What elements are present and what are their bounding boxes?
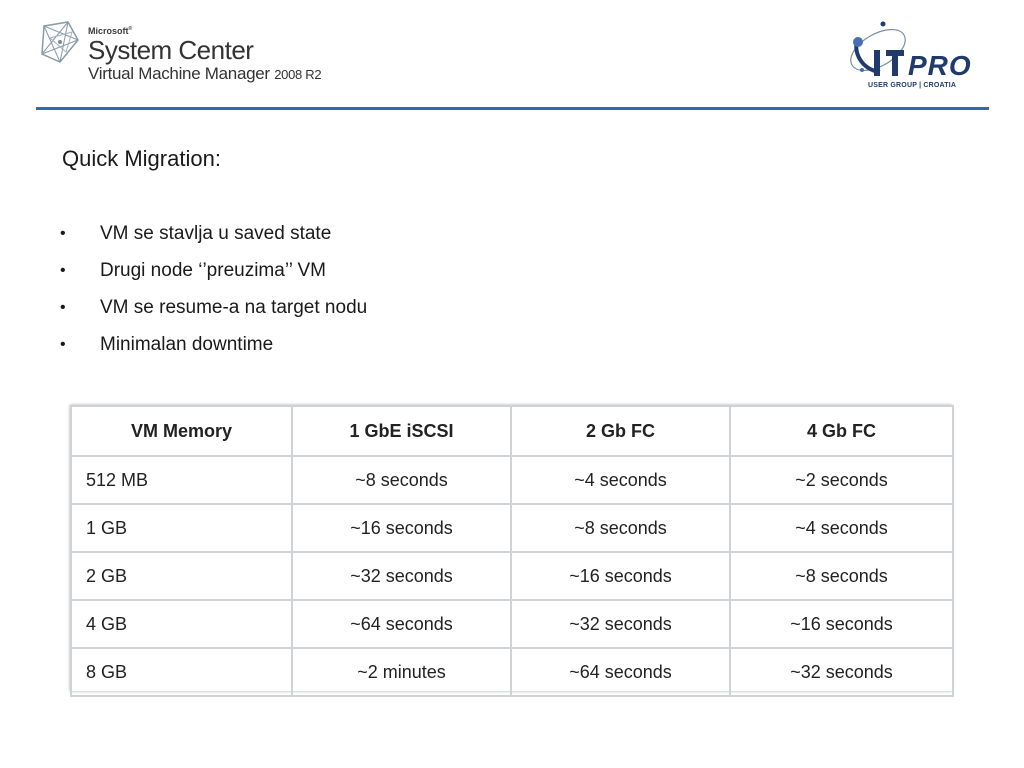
bullet-item: • Minimalan downtime <box>58 326 367 363</box>
logo-version: 2008 R2 <box>274 67 322 82</box>
table-cell: ~2 minutes <box>292 648 511 696</box>
table-cell: 2 GB <box>71 552 292 600</box>
table-cell: ~64 seconds <box>511 648 730 696</box>
table-row <box>71 648 953 696</box>
table-cell: ~16 seconds <box>511 552 730 600</box>
bullet-icon: • <box>60 225 66 242</box>
table-cell: ~8 seconds <box>292 456 511 504</box>
table-cell: ~16 seconds <box>730 600 953 648</box>
table-cell: ~4 seconds <box>511 456 730 504</box>
table-cell: ~32 seconds <box>511 600 730 648</box>
table-cell: ~32 seconds <box>730 648 953 696</box>
table-cell: ~32 seconds <box>292 552 511 600</box>
table-cell: ~16 seconds <box>292 504 511 552</box>
table-cell: ~2 seconds <box>730 456 953 504</box>
bullet-item: • Drugi node ‘’preuzima’’ VM <box>58 252 367 289</box>
table-cell: ~4 seconds <box>730 504 953 552</box>
table-cell: ~64 seconds <box>292 600 511 648</box>
bullet-icon: • <box>60 336 66 353</box>
header-divider <box>36 107 989 110</box>
table-row <box>71 504 953 552</box>
migration-table-container <box>70 405 952 691</box>
logo-title: System Center <box>88 35 254 65</box>
column-header: 4 Gb FC <box>730 406 953 456</box>
table-cell: 1 GB <box>71 504 292 552</box>
logo-subtitle: Virtual Machine Manager 2008 R2 <box>88 64 322 83</box>
slide-title: Quick Migration: <box>62 146 221 171</box>
table-row <box>71 456 953 504</box>
table-cell: ~8 seconds <box>511 504 730 552</box>
bullet-item: • VM se stavlja u saved state <box>58 215 367 252</box>
migration-time-table <box>70 405 954 697</box>
system-center-logo-icon <box>38 18 84 70</box>
svg-text:PRO: PRO <box>908 50 972 81</box>
slide-header <box>0 0 1024 110</box>
table-cell: ~8 seconds <box>730 552 953 600</box>
partner-caption: USER GROUP | CROATIA <box>868 82 957 89</box>
logo-microsoft: Microsoft® <box>88 26 133 36</box>
bullet-icon: • <box>60 262 66 279</box>
bullet-item: • VM se resume-a na target nodu <box>58 289 367 326</box>
column-header: 2 Gb FC <box>511 406 730 456</box>
table-row <box>71 600 953 648</box>
bullet-list <box>58 215 367 363</box>
system-center-wordmark <box>88 24 321 85</box>
column-header: 1 GbE iSCSI <box>292 406 511 456</box>
column-header: VM Memory <box>71 406 292 456</box>
bullet-icon: • <box>60 299 66 316</box>
table-cell: 4 GB <box>71 600 292 648</box>
table-cell: 512 MB <box>71 456 292 504</box>
table-cell: 8 GB <box>71 648 292 696</box>
table-row <box>71 552 953 600</box>
table-header-row <box>71 406 953 456</box>
